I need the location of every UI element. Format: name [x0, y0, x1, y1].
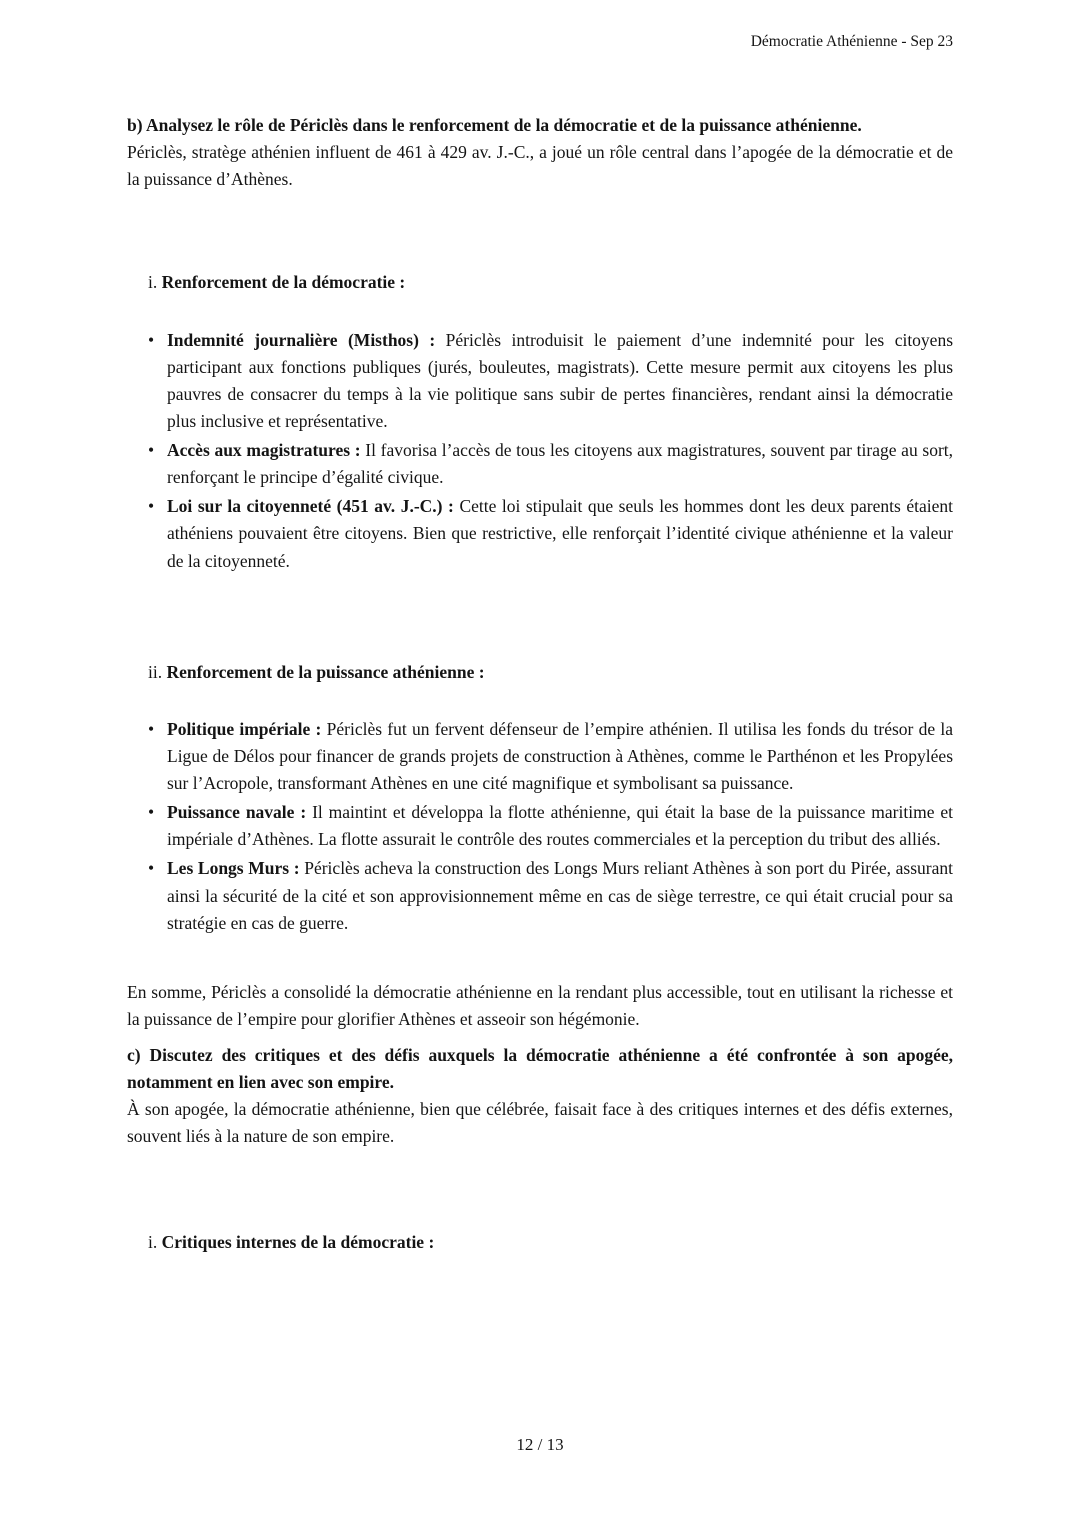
bullet-icon: • [148, 496, 155, 517]
list-item-lead: Puissance navale : [167, 802, 307, 823]
subsection-b-i-heading [148, 269, 953, 296]
section-b-conclusion: En somme, Périclès a consolidé la démocratie athénienne en la rendant plus accessible, tout en utilisant la richesse et la puissance de l’empire pour glorifier Athènes et asseoir son hégémonie. [127, 981, 953, 1029]
subsection-b-ii-label: ii. [148, 661, 163, 682]
subsection-b-i-label: i. [148, 272, 158, 293]
section-b-heading: b) Analysez le rôle de Périclès dans le renforcement de la démocratie et de la puissance athénienne. [127, 115, 862, 135]
list-item [148, 716, 953, 797]
subsection-b-ii-title: Renforcement de la puissance athénienne : [166, 661, 485, 682]
subsection-c-i-label: i. [148, 1231, 158, 1252]
list-item-lead: Indemnité journalière (Misthos) : [167, 329, 436, 350]
list-item-text [167, 493, 953, 574]
subsection-b-ii-heading [148, 659, 953, 686]
bullet-icon: • [148, 440, 155, 460]
list-item-body: Périclès introduisit le paiement d’une indemnité pour les citoyens participant aux fonctions publiques (jurés, bouleutes, magistrats). Cette mesure permit aux citoyens les plus pauvres de consacrer du temps à la vie politique sans subir de pertes financières, rendant ainsi la démocratie plus inclusive et représentative. [167, 329, 954, 431]
bullet-icon: • [148, 802, 155, 823]
list-item-body: Il maintint et développa la flotte athénienne, qui était la base de la puissance maritime et impériale d’Athènes. La flotte assurait le contrôle des routes commerciales et la perception du tribut des alliés. [167, 802, 953, 850]
section-c-heading: c) Discutez des critiques et des défis auxquels la démocratie athénienne a été confrontée à son apogée, notamment en lien avec son empire. [127, 1045, 953, 1093]
list-item-body: Périclès fut un fervent défenseur de l’empire athénien. Il utilisa les fonds du trésor de la Ligue de Délos pour financer de grands projets de construction à Athènes, comme le Parthénon et les Propylées sur l’Acropole, transformant Athènes en une cité magnifique et symbolisant sa puissance. [167, 718, 953, 793]
list-item-body: Périclès acheva la construction des Longs Murs reliant Athènes à son port du Pirée, assurant ainsi la sécurité de la cité et son approvisionnement même en cas de siège terrestre, ce qui était crucial pour sa stratégie en cas de guerre. [167, 858, 954, 933]
page-number: 12 / 13 [516, 1435, 564, 1454]
list-item-text [167, 437, 953, 491]
section-c-intro: À son apogée, la démocratie athénienne, bien que célébrée, faisait face à des critiques internes et des défis externes, souvent liés à la nature de son empire. [127, 1099, 953, 1147]
list-item [148, 327, 953, 436]
list-item [148, 855, 953, 936]
list-item-text [167, 799, 953, 853]
subsection-c-i-title: Critiques internes de la démocratie : [161, 1231, 435, 1252]
list-item-lead: Les Longs Murs : [167, 858, 300, 879]
list-item [148, 493, 953, 574]
list-item-lead: Politique impériale : [167, 718, 322, 739]
list-item-text [167, 716, 953, 797]
page-header: Démocratie Athénienne - Sep 23 [750, 33, 953, 50]
bullet-icon: • [148, 329, 155, 350]
subsection-c-i-heading [148, 1229, 953, 1256]
bullet-icon: • [148, 858, 155, 879]
section-b-intro: Périclès, stratège athénien influent de 461 à 429 av. J.-C., a joué un rôle central dans l’apogée de la démocratie et de la puissance d’Athènes. [127, 142, 953, 190]
democracy-measures-list [148, 327, 953, 575]
subsection-b-i-title: Renforcement de la démocratie : [161, 272, 406, 293]
list-item-text [167, 327, 953, 436]
bullet-icon: • [148, 718, 155, 739]
list-item [148, 437, 953, 491]
list-item-lead: Loi sur la citoyenneté (451 av. J.-C.) : [167, 496, 454, 517]
list-item-body: Il favorisa l’accès de tous les citoyens aux magistratures, souvent par tirage au sort, renforçant le principe d’égalité civique. [167, 440, 954, 488]
list-item-lead: Accès aux magistratures : [167, 440, 361, 460]
list-item [148, 799, 953, 853]
list-item-body: Cette loi stipulait que seuls les hommes dont les deux parents étaient athéniens pouvaient être citoyens. Bien que restrictive, elle renforçait l’identité civique athénienne et la valeur de la citoyenneté. [167, 496, 953, 571]
power-measures-list [148, 716, 953, 937]
list-item-text [167, 855, 953, 936]
